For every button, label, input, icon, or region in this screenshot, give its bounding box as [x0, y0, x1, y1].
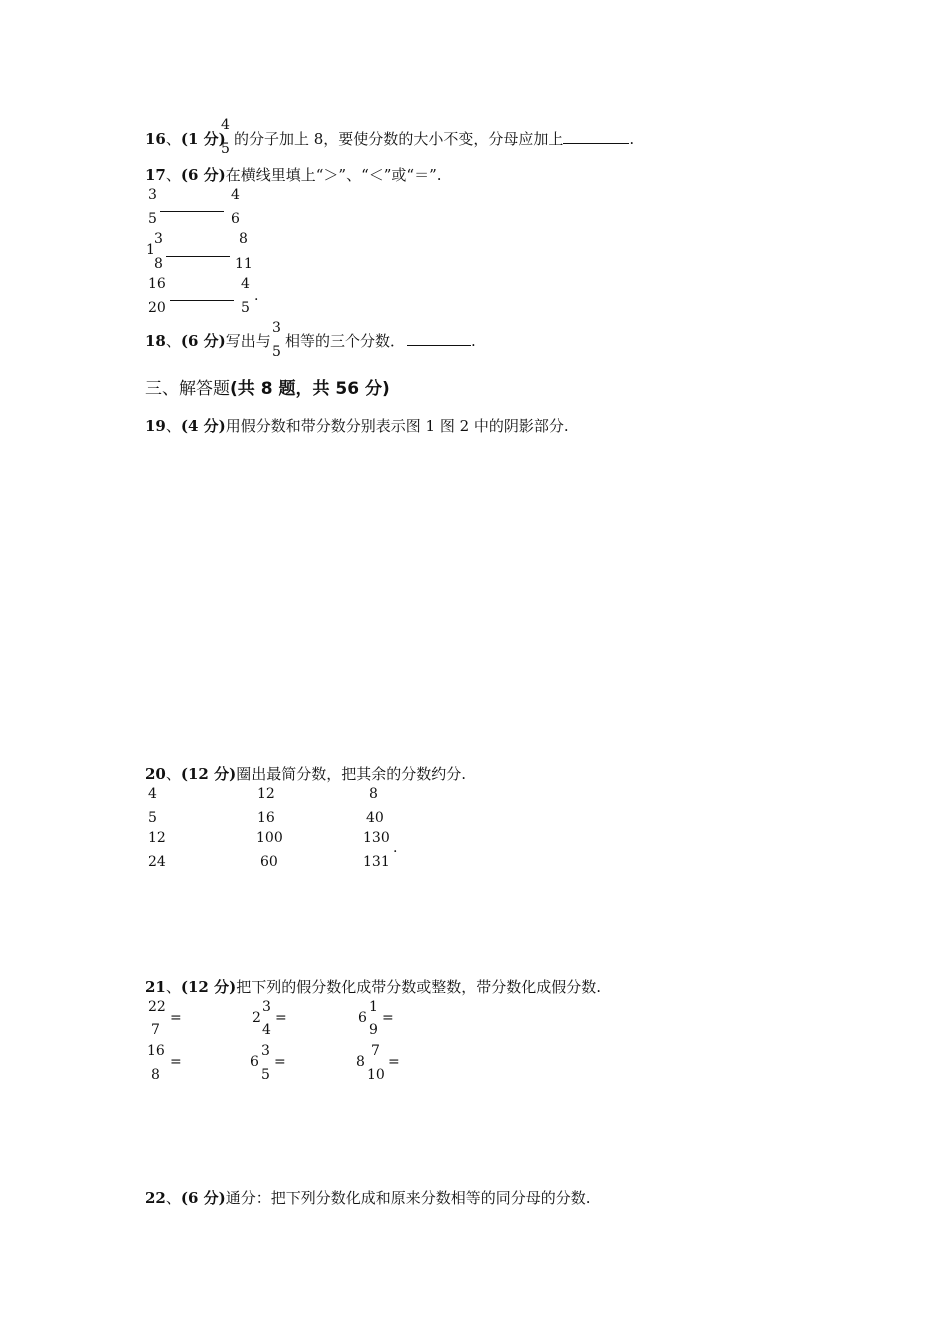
answer-blank[interactable] — [170, 300, 234, 301]
question-number: 21 — [145, 978, 166, 996]
question-text: 相等的三个分数． . — [285, 332, 476, 350]
question-21: 21、(12 分)把下列的假分数化成带分数或整数，带分数化成假分数. — [145, 978, 601, 996]
question-number: 16 — [145, 130, 166, 148]
question-text: 通分：把下列分数化成和原来分数相等的同分母的分数. — [225, 1189, 591, 1207]
end-period: . — [393, 840, 398, 856]
equals-sign: = — [388, 1054, 400, 1070]
question-text: 圈出最简分数，把其余的分数约分. — [236, 765, 466, 783]
fraction-denominator: 10 — [367, 1067, 385, 1083]
question-score: (6 分) — [180, 166, 226, 184]
fraction-denominator: 40 — [366, 810, 384, 826]
compare-right-denominator: 11 — [235, 256, 253, 272]
compare-right-numerator: 4 — [231, 187, 240, 203]
fraction-numerator: 130 — [363, 830, 390, 846]
mixed-whole: 6 — [358, 1010, 367, 1026]
fraction-numerator: 8 — [369, 786, 378, 802]
fraction-numerator: 3 — [262, 999, 271, 1015]
question-17: 17、(6 分)在横线里填上“＞”、“＜”或“＝”. — [145, 166, 442, 184]
mixed-whole: 2 — [252, 1010, 261, 1026]
question-19: 19、(4 分)用假分数和带分数分别表示图 1 图 2 中的阴影部分. — [145, 417, 569, 435]
fraction-numerator: 12 — [148, 830, 166, 846]
equals-sign: = — [275, 1010, 287, 1026]
fraction-denominator: 5 — [148, 810, 157, 826]
question-text: 的分子加上 8，要使分数的大小不变，分母应加上 . — [234, 130, 635, 148]
question-score: (4 分) — [180, 417, 226, 435]
fraction-numerator: 3 — [272, 320, 281, 336]
question-score: (6 分) — [180, 1189, 226, 1207]
question-score: (1 分) — [180, 130, 226, 148]
compare-left-numerator: 16 — [148, 276, 166, 292]
compare-right-numerator: 8 — [239, 231, 248, 247]
equals-sign: = — [170, 1054, 182, 1070]
question-18: 18、(6 分)写出与 — [145, 332, 271, 350]
fraction-denominator: 7 — [151, 1022, 160, 1038]
compare-left-whole: 1 — [146, 242, 155, 258]
question-number: 20 — [145, 765, 166, 783]
fraction-denominator: 4 — [262, 1022, 271, 1038]
section-heading: 三、解答题(共 8 题，共 56 分) — [145, 379, 390, 399]
equals-sign: = — [382, 1010, 394, 1026]
compare-right-denominator: 5 — [241, 300, 250, 316]
question-number: 18 — [145, 332, 166, 350]
fraction-numerator: 16 — [147, 1043, 165, 1059]
fraction-numerator: 3 — [261, 1043, 270, 1059]
fraction-numerator: 4 — [148, 786, 157, 802]
question-number: 17 — [145, 166, 166, 184]
question-score: (12 分) — [180, 765, 237, 783]
answer-blank[interactable] — [166, 256, 230, 257]
fraction-numerator: 1 — [369, 999, 378, 1015]
fraction-numerator: 12 — [257, 786, 275, 802]
question-score: (12 分) — [180, 978, 237, 996]
question-number: 19 — [145, 417, 166, 435]
compare-right-numerator: 4 — [241, 276, 250, 292]
fraction-denominator: 9 — [369, 1022, 378, 1038]
equals-sign: = — [170, 1010, 182, 1026]
fraction-numerator: 100 — [256, 830, 283, 846]
mixed-whole: 6 — [250, 1054, 259, 1070]
fraction-numerator: 7 — [371, 1043, 380, 1059]
fraction-numerator: 4 — [221, 117, 230, 133]
question-16: 16、(1 分) — [145, 130, 226, 148]
answer-blank[interactable] — [160, 211, 224, 212]
fraction-denominator: 16 — [257, 810, 275, 826]
compare-left-numerator: 3 — [148, 187, 157, 203]
compare-left-denominator: 5 — [148, 211, 157, 227]
compare-right-denominator: 6 — [231, 211, 240, 227]
answer-blank[interactable] — [407, 345, 471, 346]
question-score: (6 分) — [180, 332, 226, 350]
question-text: 把下列的假分数化成带分数或整数，带分数化成假分数. — [236, 978, 601, 996]
fraction-denominator: 131 — [363, 854, 390, 870]
compare-left-numerator: 3 — [154, 231, 163, 247]
question-number: 22 — [145, 1189, 166, 1207]
question-22: 22、(6 分)通分：把下列分数化成和原来分数相等的同分母的分数. — [145, 1189, 591, 1207]
fraction-denominator: 5 — [272, 344, 281, 360]
compare-left-denominator: 8 — [154, 256, 163, 272]
end-period: . — [254, 288, 259, 304]
question-20: 20、(12 分)圈出最简分数，把其余的分数约分. — [145, 765, 466, 783]
question-text: 用假分数和带分数分别表示图 1 图 2 中的阴影部分. — [225, 417, 569, 435]
fraction-denominator: 5 — [261, 1067, 270, 1083]
mixed-whole: 8 — [356, 1054, 365, 1070]
fraction-denominator: 60 — [260, 854, 278, 870]
fraction-denominator: 8 — [151, 1067, 160, 1083]
fraction-denominator: 24 — [148, 854, 166, 870]
question-text: 在横线里填上“＞”、“＜”或“＝”. — [225, 166, 442, 184]
answer-blank[interactable] — [563, 143, 629, 144]
fraction-denominator: 5 — [221, 141, 230, 157]
fraction-numerator: 22 — [148, 999, 166, 1015]
equals-sign: = — [274, 1054, 286, 1070]
compare-left-denominator: 20 — [148, 300, 166, 316]
